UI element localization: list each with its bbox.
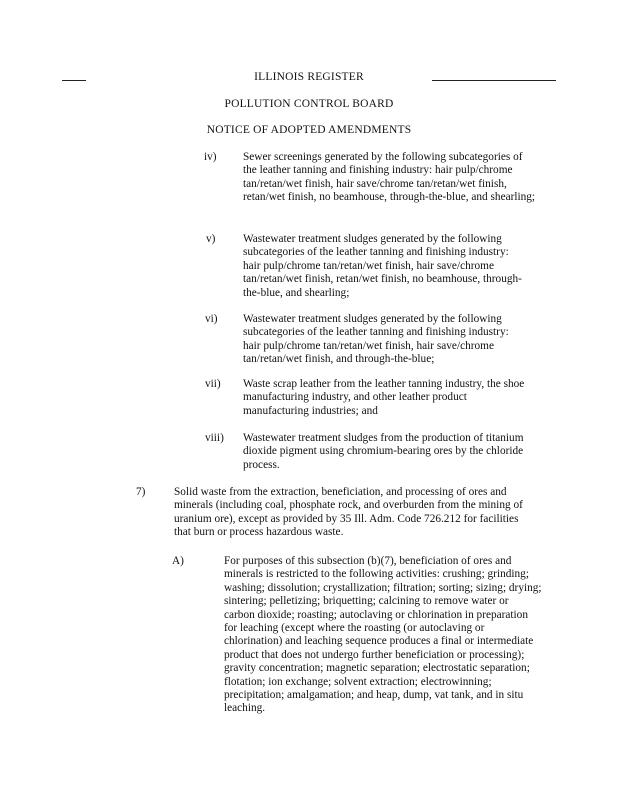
- board-title: POLLUTION CONTROL BOARD: [224, 98, 394, 110]
- item-text: Solid waste from the extraction, beneficiation, and processing of ores and minerals (including coal, phosphate rock, and overburden from the mining of uranium ore), except as provided by 35 Ill. Adm. Code 726.212 for facilities that burn or process hazardous waste.: [174, 486, 523, 539]
- item-text: Waste scrap leather from the leather tanning industry, the shoe manufacturing industry, and other leather product manufacturing industries; and: [243, 378, 525, 417]
- item-label: vii): [205, 378, 221, 390]
- notice-title: NOTICE OF ADOPTED AMENDMENTS: [206, 124, 412, 136]
- item-label: v): [206, 233, 216, 245]
- item-label: vi): [205, 313, 218, 325]
- item-text: Wastewater treatment sludges generated by the following subcategories of the leather tanning and finishing industry: hair pulp/chrome tan/retan/wet finish, hair save/chrome tan/retan/wet finish, and through-the-blue;: [243, 313, 509, 366]
- item-label: iv): [204, 151, 217, 163]
- item-label: viii): [205, 432, 224, 444]
- item-text: Wastewater treatment sludges generated by the following subcategories of the leather tanning and finishing industry: hair pulp/chrome tan/retan/wet finish, hair save/chrome tan/retan/wet finish, retan/wet finish, no beamhouse, through-the-blue, and shearling;: [243, 233, 522, 299]
- item-label: A): [172, 555, 184, 567]
- item-text: Wastewater treatment sludges from the production of titanium dioxide pigment using chromium-bearing ores by the chloride process.: [243, 432, 524, 471]
- item-text: Sewer screenings generated by the following subcategories of the leather tanning and finishing industry: hair pulp/chrome tan/retan/wet finish, hair save/chrome tan/retan/wet finish, retan/wet finish, no beamhouse, through-the-blue, and shearling;: [243, 151, 536, 204]
- item-text: For purposes of this subsection (b)(7), beneficiation of ores and minerals is restricted to the following activities: crushing; grinding; washing; dissolution; crystallization; filtration; sorting; sizing; drying; sintering; pelletizing; briquetting; calcining to remove water or carbon dioxide; roasting; autoclaving or chlorination in preparation for leaching (except where the roasting (or autoclaving or chlorination) and leaching sequence produces a final or intermediate product that does not undergo further beneficiation or processing); gravity concentration; magnetic separation; electrostatic separation; flotation; ion exchange; solvent extraction; electrowinning; precipitation; amalgamation; and heap, dump, vat tank, and in situ leaching.: [224, 555, 542, 715]
- item-label: 7): [136, 486, 146, 498]
- register-title: ILLINOIS REGISTER: [254, 71, 364, 83]
